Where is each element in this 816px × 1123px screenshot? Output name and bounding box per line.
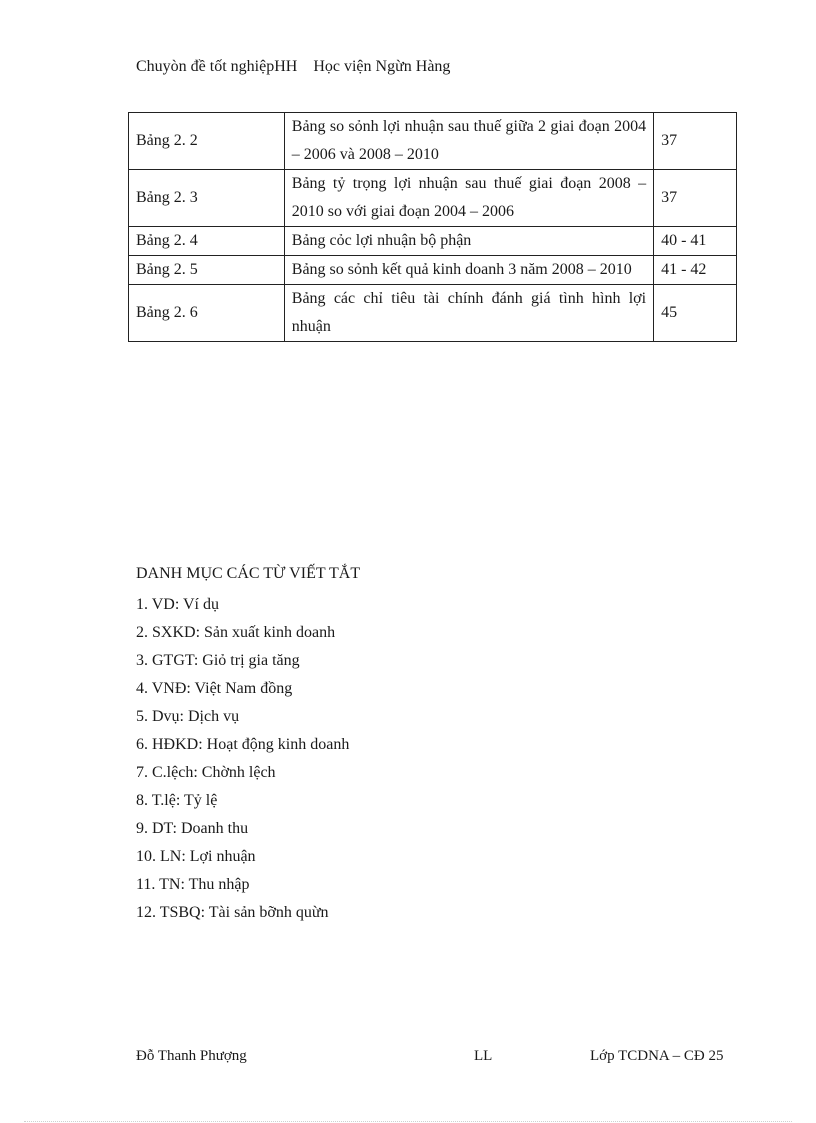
table-page: 37 xyxy=(654,113,737,170)
list-item: 3. GTGT: Giỏ trị gia tăng xyxy=(136,652,300,669)
header-left: Chuyòn đề tốt nghiệpHH xyxy=(136,58,298,75)
list-item: 8. T.lệ: Tỷ lệ xyxy=(136,792,218,809)
list-item: 4. VNĐ: Việt Nam đồng xyxy=(136,680,293,697)
list-item: 5. Dvụ: Dịch vụ xyxy=(136,708,240,725)
list-item: 7. C.lệch: Chờnh lệch xyxy=(136,764,276,781)
table-row xyxy=(129,227,737,256)
footer-author: Đỗ Thanh Phượng xyxy=(136,1048,247,1064)
table-desc: Bảng so sỏnh kết quả kinh doanh 3 năm 2008 – 2010 xyxy=(284,256,653,285)
table-row xyxy=(129,256,737,285)
footer-page-number: LL xyxy=(474,1048,493,1064)
page-header xyxy=(136,58,450,76)
table-page: 45 xyxy=(654,285,737,342)
table-desc: Bảng cỏc lợi nhuận bộ phận xyxy=(284,227,653,256)
table-desc: Bảng so sỏnh lợi nhuận sau thuế giữa 2 giai đoạn 2004 – 2006 và 2008 – 2010 xyxy=(284,113,653,170)
list-item: 6. HĐKD: Hoạt động kinh doanh xyxy=(136,736,350,753)
table-page: 41 - 42 xyxy=(654,256,737,285)
table-desc: Bảng các chỉ tiêu tài chính đánh giá tình hình lợi nhuận xyxy=(284,285,653,342)
table-page: 37 xyxy=(654,170,737,227)
table-id: Bảng 2. 5 xyxy=(129,256,285,285)
table-list xyxy=(128,112,737,342)
list-item: 12. TSBQ: Tài sản bỡnh quừn xyxy=(136,904,329,921)
table-desc: Bảng tỷ trọng lợi nhuận sau thuế giai đoạn 2008 – 2010 so với giai đoạn 2004 – 2006 xyxy=(284,170,653,227)
table-id: Bảng 2. 3 xyxy=(129,170,285,227)
list-item: 1. VD: Ví dụ xyxy=(136,596,219,613)
table-id: Bảng 2. 6 xyxy=(129,285,285,342)
table-row xyxy=(129,285,737,342)
page-edge-divider xyxy=(24,1121,792,1122)
table-row xyxy=(129,113,737,170)
table-id: Bảng 2. 2 xyxy=(129,113,285,170)
header-right: Học viện Ngừn Hàng xyxy=(313,58,451,75)
abbreviations-title: DANH MỤC CÁC TỪ VIẾT TẮT xyxy=(136,565,361,582)
table-row xyxy=(129,170,737,227)
list-item: 2. SXKD: Sản xuất kinh doanh xyxy=(136,624,336,641)
table-page: 40 - 41 xyxy=(654,227,737,256)
list-item: 9. DT: Doanh thu xyxy=(136,820,249,837)
list-item: 10. LN: Lợi nhuận xyxy=(136,848,256,865)
footer-class: Lớp TCDNA – CĐ 25 xyxy=(590,1048,724,1064)
abbreviations-list xyxy=(136,591,349,927)
list-item: 11. TN: Thu nhập xyxy=(136,876,250,893)
table-id: Bảng 2. 4 xyxy=(129,227,285,256)
